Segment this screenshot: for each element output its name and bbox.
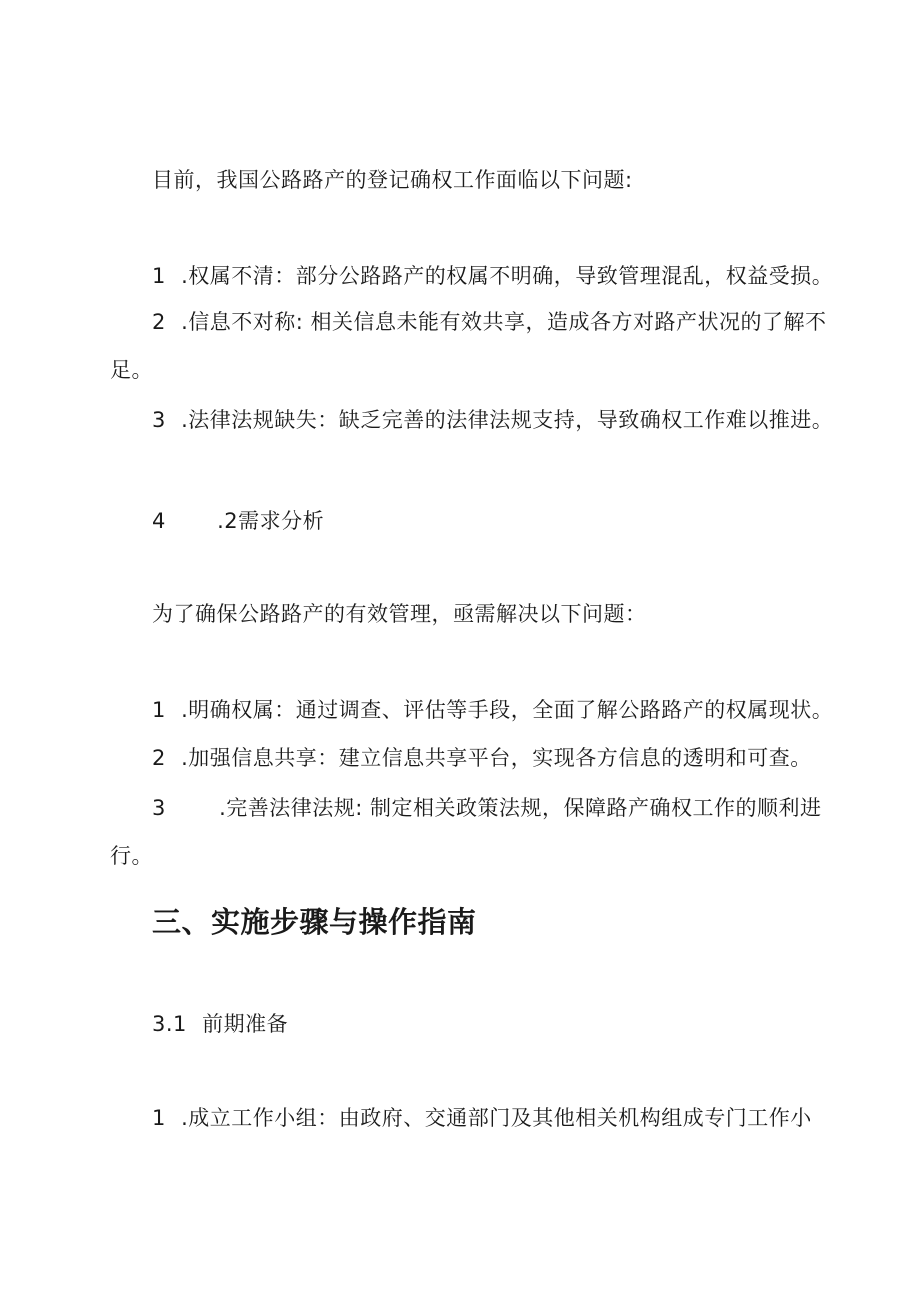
needs-intro-paragraph: 为了确保公路路产的有效管理，亟需解决以下问题：: [152, 602, 647, 626]
list-text: .加强信息共享：建立信息共享平台，实现各方信息的透明和可查。: [181, 746, 812, 770]
list-text: .权属不清：部分公路路产的权属不明确，导致管理混乱，权益受损。: [181, 264, 834, 288]
intro-paragraph: 目前，我国公路路产的登记确权工作面临以下问题:: [152, 168, 633, 192]
list-text: .成立工作小组：由政府、交通部门及其他相关机构组成专门工作小: [181, 1106, 812, 1130]
list-number: 2: [152, 310, 166, 334]
subsection-title-preparation: [152, 1010, 288, 1038]
list-number: 3: [152, 408, 166, 432]
list-number: 1: [152, 264, 166, 288]
need-item-1: [152, 696, 833, 724]
problem-item-1: [152, 262, 833, 290]
subsection-number: 3.1: [152, 1012, 187, 1036]
subsection-number: 4: [152, 509, 166, 533]
step-item-1: [152, 1104, 812, 1132]
need-item-3: [152, 794, 822, 822]
subsection-label: 前期准备: [202, 1012, 289, 1036]
list-text: .明确权属：通过调查、评估等手段，全面了解公路路产的权属现状。: [181, 698, 834, 722]
need-item-3-continuation: 行。: [110, 844, 153, 868]
list-text: .信息不对称: 相关信息未能有效共享，造成各方对路产状况的了解不: [181, 310, 827, 334]
problem-item-2-continuation: 足。: [110, 358, 153, 382]
list-text: .法律法规缺失：缺乏完善的法律法规支持，导致确权工作难以推进。: [181, 408, 834, 432]
subsection-label: .2需求分析: [217, 509, 325, 533]
list-number: 1: [152, 698, 166, 722]
list-number: 1: [152, 1106, 166, 1130]
section-heading: 三、实施步骤与操作指南: [152, 905, 477, 939]
problem-item-2: [152, 308, 827, 336]
subsection-title-needs: [152, 507, 324, 535]
list-number: 3: [152, 796, 166, 820]
list-text: .完善法律法规: 制定相关政策法规，保障路产确权工作的顺利进: [219, 796, 822, 820]
problem-item-3: [152, 406, 833, 434]
need-item-2: [152, 744, 812, 772]
list-number: 2: [152, 746, 166, 770]
